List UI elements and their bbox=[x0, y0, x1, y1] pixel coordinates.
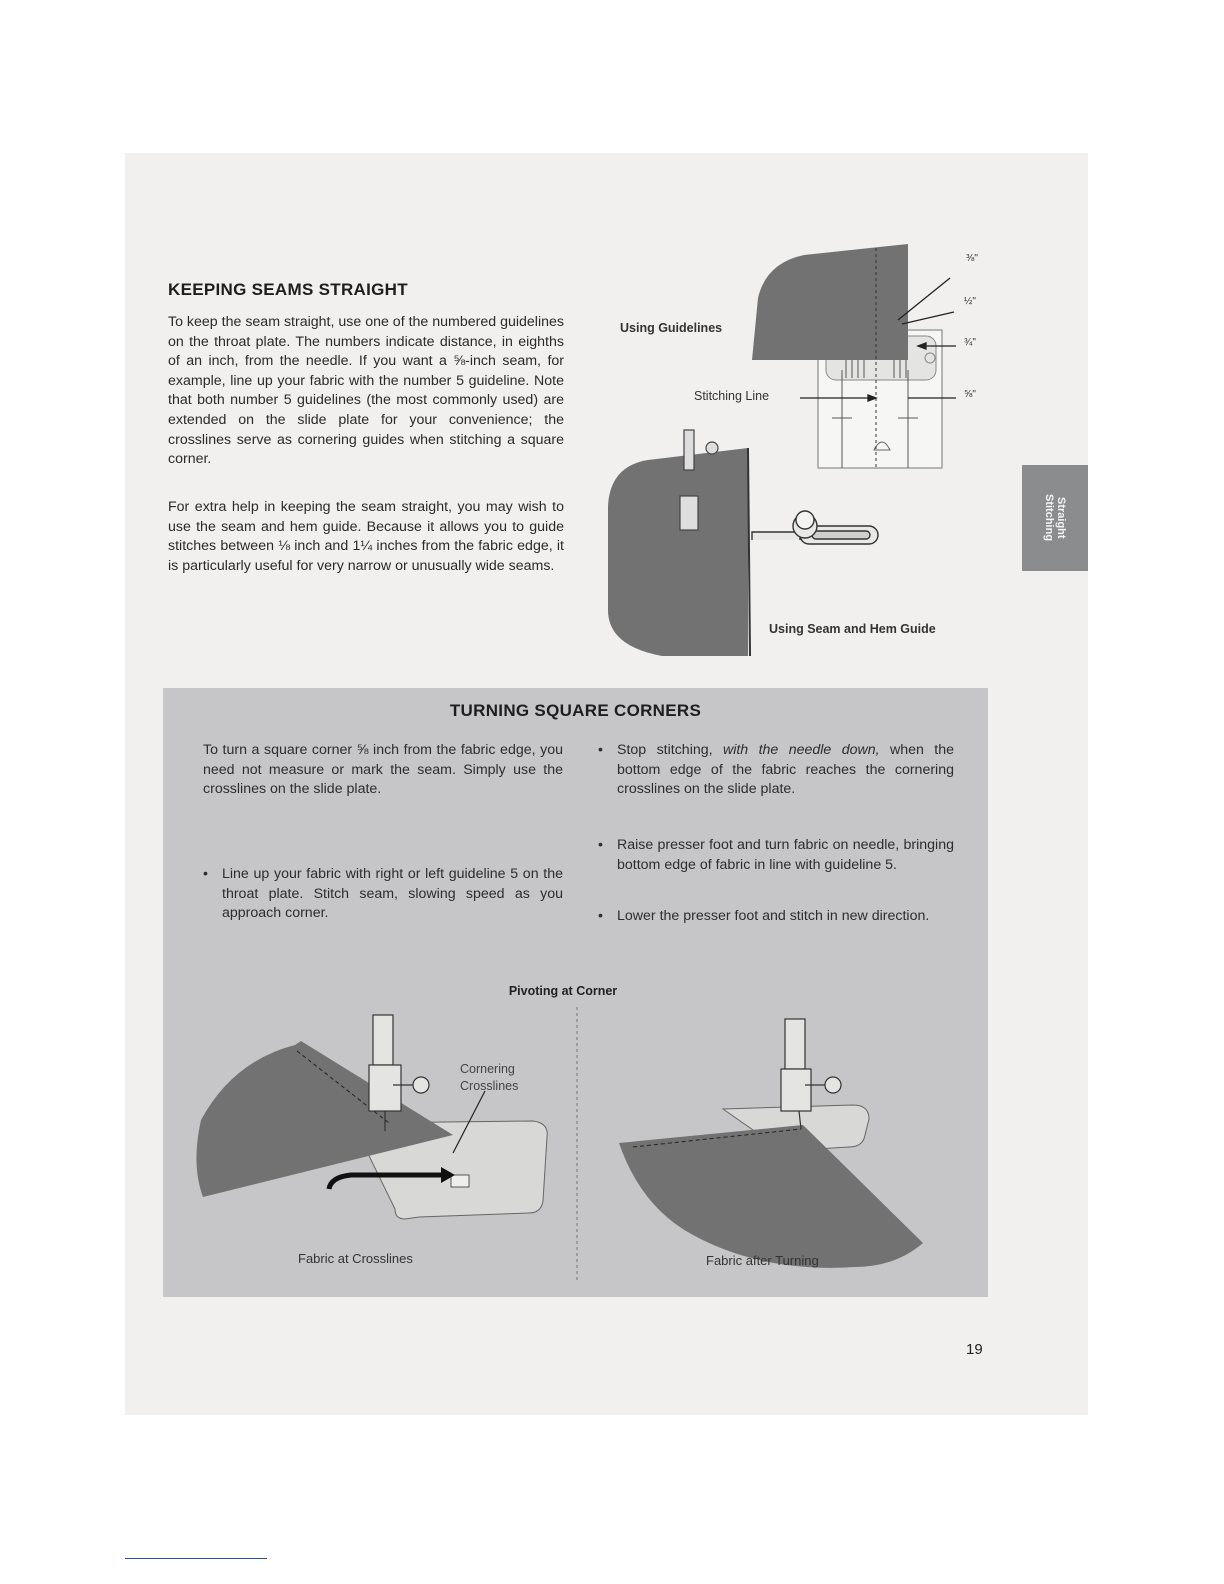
caption-fabric-at-crosslines: Fabric at Crosslines bbox=[298, 1251, 413, 1266]
measure-three-eighths: ⅜" bbox=[966, 253, 978, 264]
bullet-stop-stitching: • Stop stitching, with the needle down, when the bottom edge of the fabric reaches the cornering crosslines on the slide plate. bbox=[598, 741, 954, 800]
footer-rule bbox=[125, 1558, 267, 1559]
corners-intro: To turn a square corner ⅝ inch from the fabric edge, you need not measure or mark the seam. Simply use the crosslines on the slide plate. bbox=[203, 742, 563, 798]
bullet-line-up: • Line up your fabric with right or left guideline 5 on the throat plate. Stitch seam, slowing speed as you approach corner. bbox=[203, 865, 563, 924]
keeping-paragraph-1: To keep the seam straight, use one of the numbered guidelines on the throat plate. The numbers indicate distance, in eighths of an inch, from the needle. If you want a ⅝-inch seam, for example, line up your fabric with the number 5 guideline. Note that both number 5 guidelines (the most commonly used) are extended on the slide plate for your convenience; the crosslines serve as cornering guides when stitching a square corner. bbox=[168, 314, 564, 468]
section-title-turning-corners: TURNING SQUARE CORNERS bbox=[449, 701, 702, 720]
page-number: 19 bbox=[966, 1341, 983, 1358]
label-cornering: Cornering bbox=[460, 1062, 515, 1076]
label-seam-hem-guide: Using Seam and Hem Guide bbox=[769, 622, 936, 636]
measure-three-quarters: ¾" bbox=[964, 337, 976, 348]
bullet-lower-presser: • Lower the presser foot and stitch in new direction. bbox=[598, 907, 954, 927]
measure-five-eighths: ⅝" bbox=[964, 389, 976, 400]
measure-one-half: ½" bbox=[964, 296, 976, 307]
caption-fabric-after-turning: Fabric after Turning bbox=[706, 1253, 819, 1268]
pivot-illustrations bbox=[163, 1005, 988, 1295]
guidelines-illustration bbox=[600, 238, 1000, 658]
section-tab-label: Straight Stitching bbox=[1043, 494, 1067, 542]
label-using-guidelines: Using Guidelines bbox=[620, 321, 723, 335]
pivot-figure-title: Pivoting at Corner bbox=[508, 984, 618, 998]
bullet-raise-presser: • Raise presser foot and turn fabric on needle, bringing bottom edge of fabric in line with guideline 5. bbox=[598, 836, 954, 875]
label-stitching-line: Stitching Line bbox=[694, 389, 770, 403]
keeping-paragraph-2: For extra help in keeping the seam straight, you may wish to use the seam and hem guide. Because it allows you to guide stitches between ⅛ inch and 1¼ inches from the fabric edge, it is particularly useful for very narrow or unusually wide seams. bbox=[168, 499, 564, 574]
section-title-keeping-seams: KEEPING SEAMS STRAIGHT bbox=[168, 280, 408, 299]
label-crosslines: Crosslines bbox=[460, 1079, 519, 1093]
